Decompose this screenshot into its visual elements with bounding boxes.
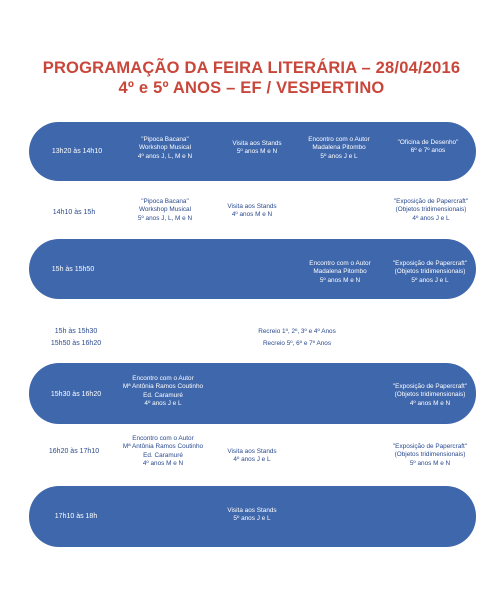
page-title: PROGRAMAÇÃO DA FEIRA LITERÁRIA – 28/04/2016 [42, 59, 461, 77]
activity-line: "Exposição de Papercraft" [393, 198, 469, 205]
time-slot: 17h10 às 18h [54, 513, 98, 520]
activity-line: Mª Antônia Ramos Coutinho [122, 443, 204, 451]
time-slot: 13h20 às 14h10 [51, 148, 103, 155]
activity-line: 4º anos M e N [231, 211, 273, 219]
activity-line: Madalena Pitombo [312, 144, 366, 152]
activity-line: "Exposição de Papercraft" [392, 443, 468, 450]
activity-line: (Objetos tridimensionais) [394, 451, 466, 459]
activity-line: 5º anos M e N [319, 276, 361, 284]
time-slot: 15h50 às 16h20 [50, 340, 102, 347]
activity-line: Visita aos Stands [227, 448, 277, 455]
activity-cell-3 [308, 136, 369, 161]
time-slot: 16h20 às 17h10 [48, 448, 100, 455]
activity-line: 5º anos M e N [236, 148, 278, 156]
time-slot: 15h30 às 16h20 [50, 391, 102, 398]
activity-line: Visita aos Stands [227, 507, 277, 514]
activity-line: "Oficina de Desenho" [397, 139, 459, 146]
time-slot: 14h10 às 15h [52, 209, 96, 216]
activity-line: Encontro com o Autor [308, 136, 370, 143]
recess-note: Recreio 1º, 2º, 3º e 4º Anos [258, 328, 336, 335]
activity-cell-2 [227, 203, 276, 220]
activity-line: 5º anos J e L [233, 515, 271, 523]
activity-line: Workshop Musical [138, 206, 192, 214]
activity-line: 4º anos J e L [233, 456, 271, 464]
activity-line: "Exposição de Papercraft" [392, 383, 468, 390]
activity-line: Mª Antônia Ramos Coutinho [122, 383, 204, 391]
activity-line: "Pipoca Bacana" [141, 198, 189, 205]
activity-line: "Exposição de Papercraft" [392, 260, 468, 267]
recess-note: Recreio 5º, 6º e 7º Anos [262, 340, 332, 347]
activity-line: 4º anos M e N [142, 460, 184, 468]
activity-cell-2 [227, 448, 276, 465]
activity-line: (Objetos tridimensionais) [394, 391, 466, 399]
activity-line: Ed. Caramuré [143, 451, 183, 459]
activity-line: Workshop Musical [138, 144, 192, 152]
activity-cell-1 [138, 198, 192, 223]
activity-line: (Objetos tridimensionais) [394, 268, 466, 276]
activity-line: "Pipoca Bacana" [141, 136, 189, 143]
activity-line: Visita aos Stands [232, 140, 282, 147]
activity-line: 6º e 7º anos [410, 147, 446, 155]
activity-cell-1 [123, 375, 203, 409]
time-slot: 15h às 15h30 [54, 328, 98, 335]
activity-line: 5º anos J e L [320, 152, 358, 160]
activity-line: (Objetos tridimensionais) [395, 206, 467, 214]
activity-cell-4 [393, 260, 467, 285]
activity-cell-4 [398, 139, 459, 156]
time-slot: 15h às 15h50 [51, 266, 95, 273]
activity-line: 4º anos J e L [144, 400, 182, 408]
activity-cell-2 [232, 140, 281, 157]
activity-cell-1 [138, 136, 192, 161]
activity-cell-4 [393, 443, 467, 468]
activity-line: Ed. Caramuré [143, 391, 183, 399]
activity-line: Madalena Pitombo [313, 268, 367, 276]
activity-line: Encontro com o Autor [309, 260, 371, 267]
activity-cell-1 [123, 435, 203, 469]
activity-line: Visita aos Stands [227, 203, 277, 210]
activity-line: 4º anos J e L [412, 214, 450, 222]
activity-line: 5º anos M e N [409, 459, 451, 467]
activity-line: 4º anos M e N [409, 399, 451, 407]
activity-cell-4 [393, 383, 467, 408]
activity-cell-4 [394, 198, 468, 223]
activity-cell-3 [309, 260, 370, 285]
activity-line: Encontro com o Autor [132, 435, 194, 442]
activity-line: 5º anos J, L, M e N [137, 214, 193, 222]
activity-cell-center [227, 507, 276, 524]
activity-line: 5º anos J e L [411, 276, 449, 284]
activity-line: 4º anos J, L, M e N [137, 152, 193, 160]
activity-line: Encontro com o Autor [132, 375, 194, 382]
page-subtitle: 4º e 5º ANOS – EF / VESPERTINO [118, 79, 385, 97]
